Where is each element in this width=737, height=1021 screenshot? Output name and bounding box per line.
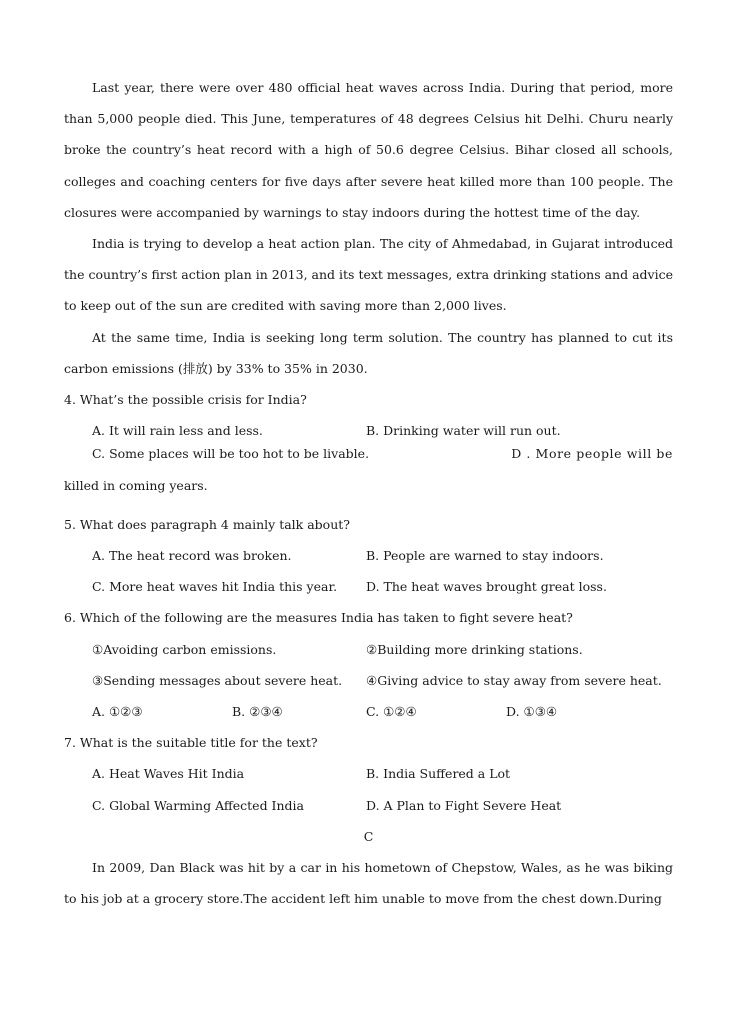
- question-6-stem: 6. Which of the following are the measures India has taken to fight severe heat?: [64, 610, 573, 626]
- passage-paragraph-3: At the same time, India is seeking long term solution. The country has planned to cut its carbon emissions (排放) by 33% to 35% in 2030.: [64, 329, 673, 376]
- question-4-options-ab: [64, 415, 673, 446]
- question-6-measure-1: ①Avoiding carbon emissions.: [92, 641, 277, 657]
- question-6-option-b[interactable]: B. ②③④: [232, 703, 283, 719]
- question-5-options-cd: [64, 571, 673, 602]
- question-7-option-c[interactable]: C. Global Warming Affected India: [92, 797, 304, 813]
- passage-paragraph-2: India is trying to develop a heat action plan. The city of Ahmedabad, in Gujarat introduced the country’s first action plan in 2013, and its text messages, extra drinking stations and advice to keep out of the sun are credited with saving more than 2,000 lives.: [64, 236, 673, 314]
- question-5-options-ab: [64, 540, 673, 571]
- passage-paragraph-1: Last year, there were over 480 official heat waves across India. During that period, more than 5,000 people died. This June, temperatures of 48 degrees Celsius hit Delhi. Churu nearly broke the country’s heat record with a high of 50.6 degree Celsius. Bihar closed all schools, colleges and coaching centers for five days after severe heat killed more than 100 people. The closures were accompanied by warnings to stay indoors during the hottest time of the day.: [64, 80, 673, 220]
- question-6-options: [64, 696, 673, 727]
- question-6-measure-4: ④Giving advice to stay away from severe heat.: [366, 672, 662, 688]
- question-5-option-d[interactable]: D. The heat waves brought great loss.: [366, 579, 607, 595]
- question-7-option-d[interactable]: D. A Plan to Fight Severe Heat: [366, 797, 562, 813]
- question-6-option-a[interactable]: A. ①②③: [92, 703, 143, 719]
- question-5-option-a[interactable]: A. The heat record was broken.: [92, 548, 292, 563]
- exam-page: [64, 72, 673, 914]
- question-6-measures-34: [64, 665, 673, 696]
- question-5-option-c[interactable]: C. More heat waves hit India this year.: [92, 579, 338, 595]
- question-5-stem: 5. What does paragraph 4 mainly talk about?: [64, 516, 350, 532]
- question-4-option-a[interactable]: A. It will rain less and less.: [92, 423, 263, 439]
- question-4-option-d[interactable]: D . More people will be: [511, 446, 673, 462]
- question-4-option-d-continued: killed in coming years.: [64, 477, 208, 493]
- question-6-measure-3: ③Sending messages about severe heat.: [92, 672, 343, 688]
- question-7-options-cd: [64, 790, 673, 821]
- question-4-option-c[interactable]: C. Some places will be too hot to be livable.: [92, 446, 370, 462]
- question-7-stem: 7. What is the suitable title for the text?: [64, 735, 318, 751]
- question-4-stem: 4. What’s the possible crisis for India?: [64, 392, 307, 408]
- question-7-option-b[interactable]: B. India Suffered a Lot: [366, 766, 511, 782]
- section-c-heading: C: [363, 828, 374, 844]
- question-7-option-a[interactable]: A. Heat Waves Hit India: [92, 766, 245, 782]
- question-6-option-c[interactable]: C. ①②④: [366, 703, 417, 719]
- question-7-options-ab: [64, 758, 673, 789]
- question-6-measures-12: [64, 634, 673, 665]
- question-4-options-cd: [64, 446, 673, 477]
- section-c-paragraph-1: In 2009, Dan Black was hit by a car in his hometown of Chepstow, Wales, as he was biking to his job at a grocery store.The accident left him unable to move from the chest down.During: [64, 859, 673, 907]
- question-4-option-b[interactable]: B. Drinking water will run out.: [366, 423, 561, 439]
- question-6-measure-2: ②Building more drinking stations.: [366, 641, 583, 657]
- question-6-option-d[interactable]: D. ①③④: [506, 703, 558, 719]
- question-5-option-b[interactable]: B. People are warned to stay indoors.: [366, 548, 604, 563]
